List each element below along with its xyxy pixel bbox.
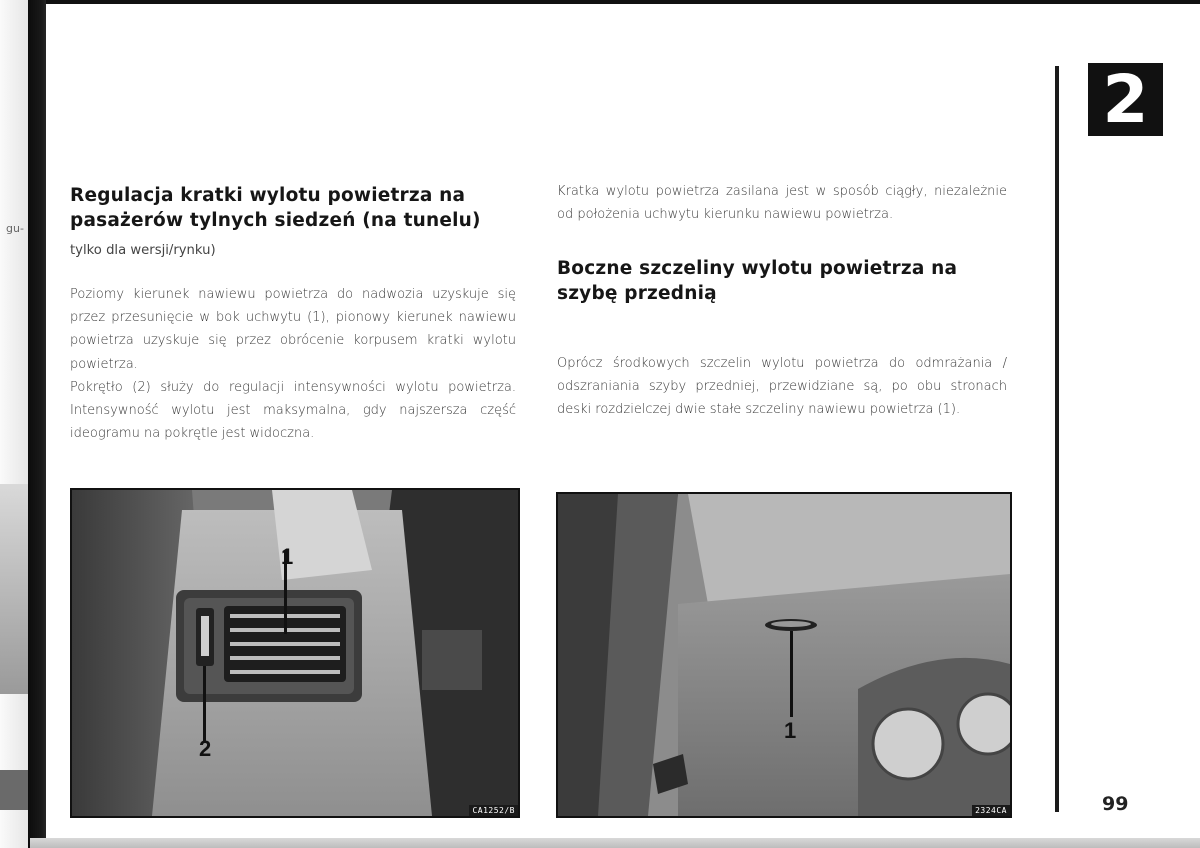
previous-page-shadow [0, 484, 28, 694]
previous-page-text: gu- [6, 222, 24, 235]
book-spine [28, 0, 46, 848]
right-paragraph-2: Oprócz środkowych szczelin wylotu powietrza do odmrażania / odszraniania szyby przedniej, przewidziane są, po obu stronach deski rozdzielczej dwie stałe szczeliny nawiewu powietrza (1). [557, 356, 1007, 418]
figure-callout-1: 1 [281, 544, 294, 569]
page-bottom-edge [30, 838, 1200, 848]
page-number: 99 [1102, 793, 1129, 815]
previous-page-edge [0, 0, 28, 848]
right-paragraph-1: Kratka wylotu powietrza zasilana jest w sposób ciągły, niezależnie od położenia uchwytu kierunku nawiewu powietrza. [557, 184, 1007, 223]
figure-callout-1: 1 [784, 718, 797, 743]
rear-vent-photo [72, 490, 518, 816]
right-section-heading [557, 256, 957, 306]
left-figure-rear-vent [70, 488, 520, 818]
left-heading-line2: pasażerów tylnych siedzeń (na tunelu) [70, 210, 481, 231]
chapter-divider-line [1055, 66, 1059, 812]
right-figure-side-vents [556, 492, 1012, 818]
side-vents-photo [558, 494, 1010, 816]
left-paragraph-1: Poziomy kierunek nawiewu powietrza do nadwozia uzyskuje się przez przesunięcie w bok uchwytu (1), pionowy kierunek nawiewu powietrza uzyskuje się przez obrócenie korpusem kratki wylotu powietrza. [70, 287, 516, 372]
left-heading-line1: Regulacja kratki wylotu powietrza na [70, 185, 466, 206]
page-top-edge [46, 0, 1200, 4]
left-paragraph-2: Pokrętło (2) służy do regulacji intensywności wylotu powietrza. Intensywność wylotu jest maksymalna, gdy najszersza część ideogramu na pokrętle jest widoczna. [70, 380, 516, 442]
previous-page-shadow-bottom [0, 770, 28, 810]
figure-code: 2324CA [972, 805, 1010, 816]
figure-callout-2: 2 [199, 736, 212, 761]
right-heading-line2: szybę przednią [557, 283, 717, 304]
figure-code: CA1252/B [469, 805, 518, 816]
right-heading-line1: Boczne szczeliny wylotu powietrza na [557, 258, 958, 279]
left-subtitle: tylko dla wersji/rynku) [70, 243, 216, 258]
chapter-number-badge: 2 [1088, 63, 1163, 136]
left-section-heading [70, 183, 481, 233]
